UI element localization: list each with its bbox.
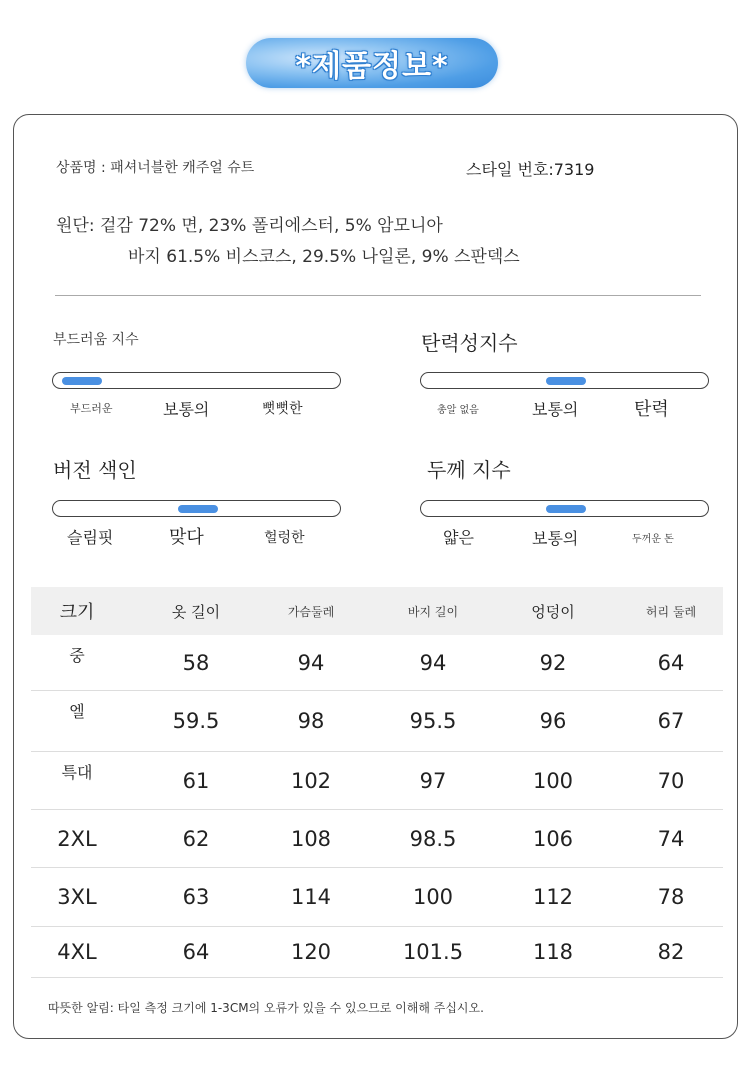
elasticity-label-low: 총알 없음 (437, 405, 479, 416)
elasticity-slider (420, 372, 709, 389)
softness-slider (52, 372, 341, 389)
softness-thumb (62, 377, 102, 385)
table-cell: 98 (297, 709, 325, 733)
size-table-body (31, 635, 723, 978)
header-chest: 가슴둘레 (287, 604, 335, 619)
row-size-label: 4XL (57, 940, 97, 964)
banner-title: *제품정보* (295, 49, 449, 84)
table-cell: 82 (657, 940, 685, 964)
table-cell: 59.5 (172, 709, 220, 733)
header-waist: 허리 둘레 (645, 604, 697, 619)
table-row (31, 810, 723, 868)
thickness-label-high: 두꺼운 돈 (632, 534, 674, 545)
fit-slider (52, 500, 341, 517)
table-cell: 64 (657, 650, 685, 675)
style-number: 스타일 번호:7319 (466, 160, 595, 179)
table-cell: 74 (657, 826, 685, 851)
table-cell: 63 (182, 885, 210, 909)
softness-title: 부드러움 지수 (53, 332, 139, 348)
table-cell: 92 (539, 650, 567, 675)
section-divider (55, 295, 701, 296)
fabric-outer: 원단: 겉감 72% 면, 23% 폴리에스터, 5% 암모니아 (56, 216, 443, 236)
fit-title: 버전 색인 (53, 458, 137, 482)
elasticity-thumb (546, 377, 586, 385)
header-pants-length: 바지 길이 (407, 604, 459, 619)
thickness-label-mid: 보통의 (532, 529, 579, 548)
fit-label-mid: 맞다 (169, 527, 204, 548)
table-cell: 102 (290, 768, 332, 793)
table-cell: 64 (182, 940, 210, 964)
table-cell: 78 (657, 885, 685, 909)
table-row (31, 691, 723, 752)
fit-thumb (178, 505, 218, 513)
softness-label-mid: 보통의 (163, 400, 210, 419)
table-cell: 100 (532, 768, 574, 793)
table-row (31, 752, 723, 810)
table-cell: 70 (657, 768, 685, 793)
table-row (31, 927, 723, 978)
thickness-slider (420, 500, 709, 517)
softness-label-low: 부드러운 (70, 402, 113, 415)
row-size-label: 중 (69, 646, 85, 665)
table-cell: 108 (290, 826, 332, 851)
table-cell: 95.5 (409, 709, 457, 733)
table-cell: 94 (419, 650, 447, 675)
size-table (31, 587, 723, 978)
table-cell: 100 (412, 885, 454, 909)
table-cell: 101.5 (402, 940, 464, 964)
row-size-label: 2XL (57, 826, 97, 851)
table-cell: 112 (532, 885, 574, 909)
softness-label-high: 뻣뻣한 (262, 401, 303, 417)
table-cell: 58 (182, 650, 210, 675)
table-cell: 97 (419, 768, 447, 793)
size-table-header (31, 587, 723, 635)
row-size-label: 특대 (61, 763, 93, 782)
header-hip: 엉덩이 (531, 602, 575, 621)
fabric-pants: 바지 61.5% 비스코스, 29.5% 나일론, 9% 스판덱스 (128, 247, 520, 267)
table-cell: 98.5 (409, 826, 457, 851)
table-cell: 114 (290, 885, 332, 909)
elasticity-title: 탄력성지수 (421, 331, 518, 355)
thickness-title: 두께 지수 (427, 458, 511, 482)
table-cell: 96 (539, 709, 567, 733)
table-cell: 67 (657, 709, 685, 733)
elasticity-label-high: 탄력 (634, 399, 669, 420)
product-name: 상품명 : 패셔너블한 캐주얼 슈트 (56, 160, 255, 176)
fit-label-low: 슬림핏 (67, 528, 114, 547)
table-cell: 106 (532, 826, 574, 851)
measurement-note: 따뜻한 알림: 타일 측정 크기에 1-3CM의 오류가 있을 수 있으므로 이해해 주십시오. (48, 1001, 484, 1015)
table-cell: 120 (290, 940, 332, 964)
table-cell: 118 (532, 940, 574, 964)
row-size-label: 3XL (57, 885, 97, 909)
table-cell: 94 (297, 650, 325, 675)
row-size-label: 엘 (69, 702, 85, 721)
product-info-banner (246, 38, 498, 88)
table-cell: 62 (182, 826, 210, 851)
table-cell: 61 (182, 768, 210, 793)
thickness-label-low: 얇은 (443, 528, 474, 547)
header-length: 옷 길이 (171, 602, 221, 621)
fit-label-high: 헐렁한 (264, 530, 305, 546)
table-row (31, 868, 723, 927)
elasticity-label-mid: 보통의 (532, 400, 579, 419)
header-size: 크기 (59, 602, 95, 623)
table-row (31, 635, 723, 691)
thickness-thumb (546, 505, 586, 513)
